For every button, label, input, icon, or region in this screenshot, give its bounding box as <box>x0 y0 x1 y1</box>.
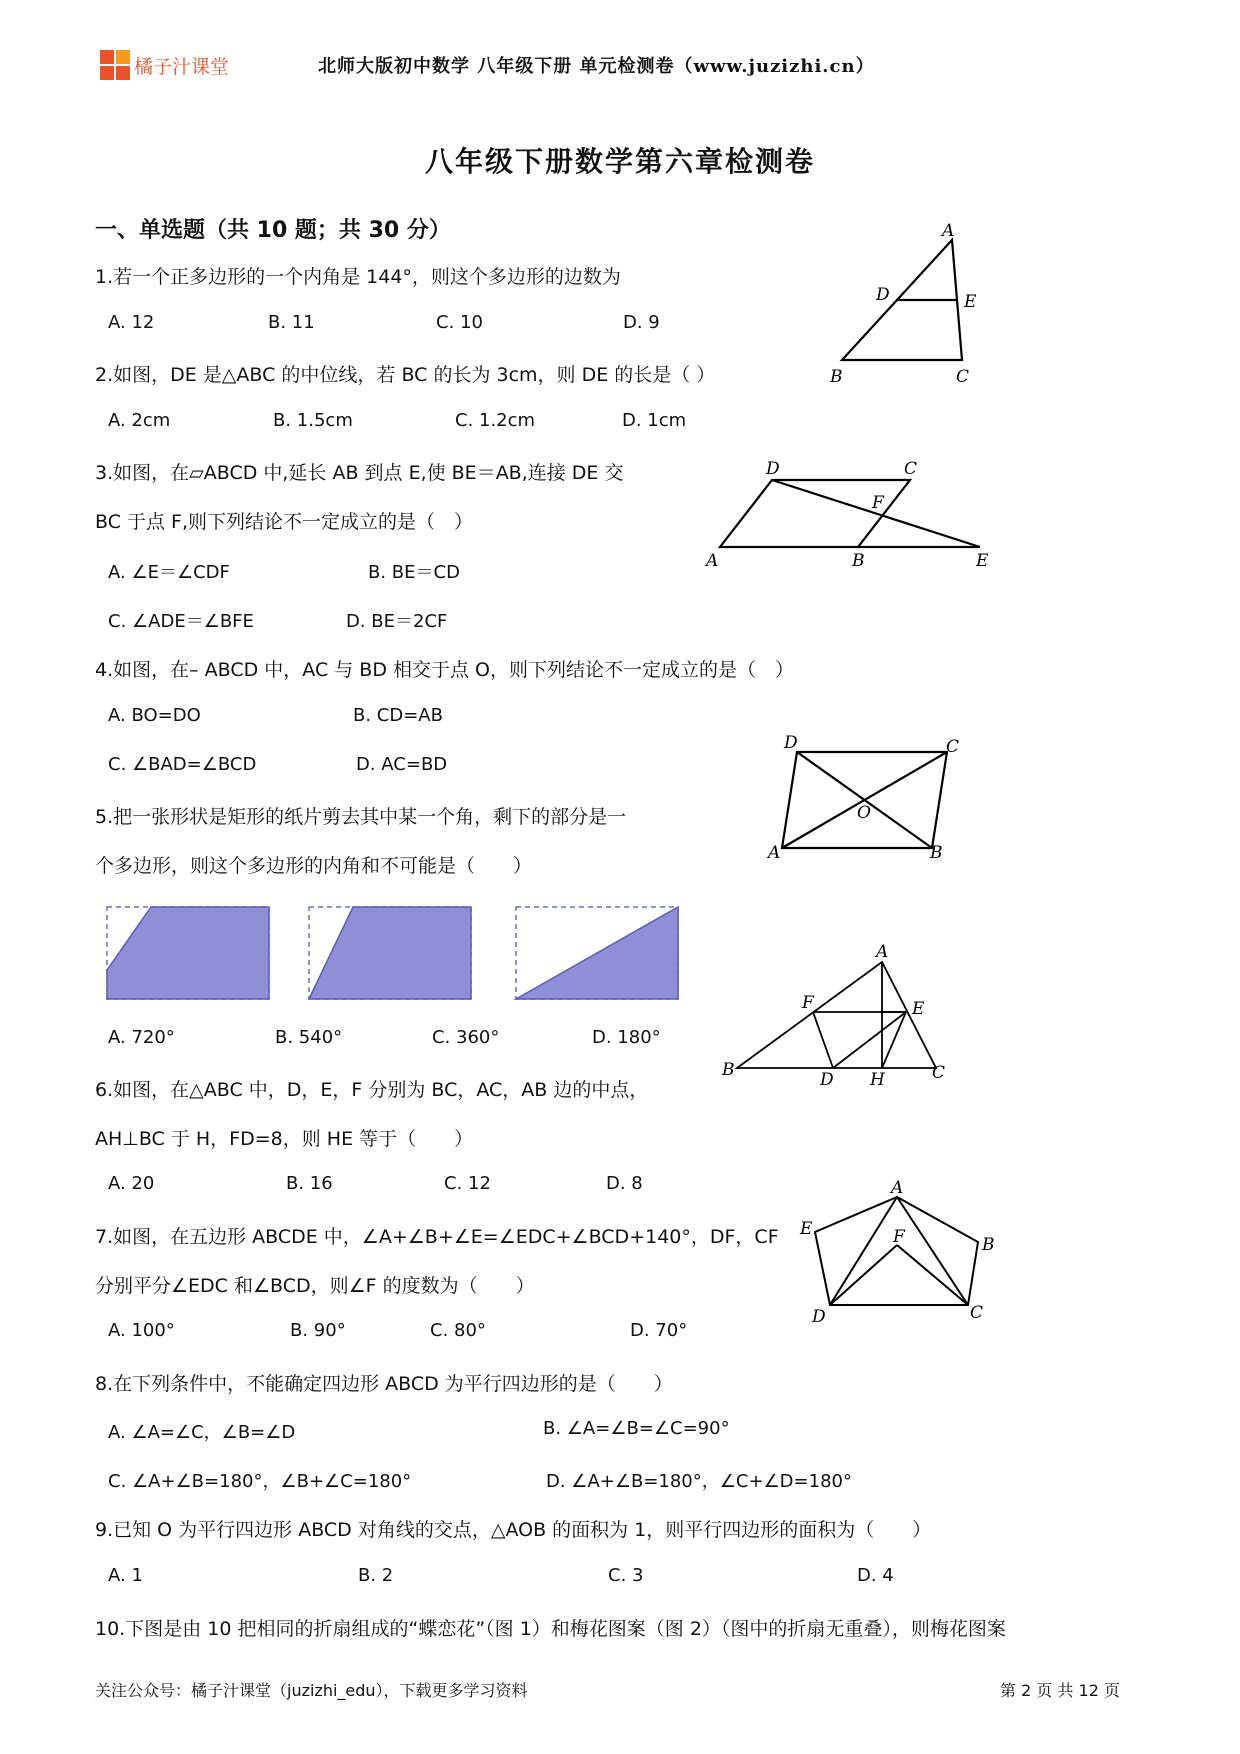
question-2-text: 2.如图，DE 是△ABC 的中位线，若 BC 的长为 3cm，则 DE 的长是（ ） <box>95 364 716 386</box>
question-3-text-line1: 3.如图，在▱ABCD 中,延长 AB 到点 E,使 BE＝AB,连接 DE 交 <box>95 462 624 484</box>
svg-text:C: C <box>970 1303 984 1323</box>
question-1-text: 1.若一个正多边形的一个内角是 144°，则这个多边形的边数为 <box>95 266 621 288</box>
question-4-text: 4.如图，在– ABCD 中，AC 与 BD 相交于点 O，则下列结论不一定成立的是（ ） <box>95 659 795 681</box>
svg-text:E: E <box>976 551 989 571</box>
svg-text:A: A <box>706 551 719 571</box>
label-d: D <box>876 285 890 305</box>
question-6-text-line1: 6.如图，在△ABC 中，D，E，F 分别为 BC，AC，AB 边的中点， <box>95 1079 649 1101</box>
q1-option-c: C. 10 <box>436 312 483 333</box>
header-title: 北师大版初中数学 八年级下册 单元检测卷（www.juzizhi.cn） <box>318 56 875 77</box>
label-e: E <box>964 292 977 312</box>
q4-option-d: D. AC=BD <box>356 754 448 775</box>
svg-text:D: D <box>766 459 780 479</box>
svg-text:D: D <box>812 1307 826 1327</box>
q6-option-a: A. 20 <box>108 1173 155 1194</box>
q9-option-c: C. 3 <box>608 1565 644 1586</box>
q1-option-b: B. 11 <box>268 312 315 333</box>
q3-option-d: D. BE＝2CF <box>346 611 448 632</box>
q9-option-b: B. 2 <box>358 1565 394 1586</box>
svg-text:O: O <box>857 803 871 823</box>
q2-option-c: C. 1.2cm <box>455 410 536 431</box>
svg-text:E: E <box>800 1219 813 1239</box>
label-c: C <box>956 367 970 387</box>
svg-text:A: A <box>891 1178 904 1198</box>
q3-labels <box>704 459 989 571</box>
q7-option-b: B. 90° <box>290 1320 346 1341</box>
section-title: 一、单选题（共 10 题；共 30 分） <box>95 218 451 243</box>
q7-option-c: C. 80° <box>430 1320 486 1341</box>
q2-triangle-figure <box>842 240 962 360</box>
svg-text:F: F <box>872 493 884 513</box>
q1-option-a: A. 12 <box>108 312 155 333</box>
svg-text:B: B <box>930 843 943 863</box>
label-a: A <box>942 221 955 241</box>
logo-text: 橘子汁课堂 <box>134 55 230 78</box>
svg-text:F: F <box>802 993 814 1013</box>
q7-option-d: D. 70° <box>630 1320 688 1341</box>
q6-triangle-figure <box>737 962 936 1068</box>
question-6-text-line2: AH⊥BC 于 H，FD=8，则 HE 等于（ ） <box>95 1128 474 1150</box>
question-8-text: 8.在下列条件中，不能确定四边形 ABCD 为平行四边形的是（ ） <box>95 1373 673 1395</box>
q8-option-b: B. ∠A=∠B=∠C=90° <box>543 1418 730 1439</box>
q1-option-d: D. 9 <box>623 312 660 333</box>
q6-option-d: D. 8 <box>606 1173 643 1194</box>
q4-option-c: C. ∠BAD=∠BCD <box>108 754 257 775</box>
question-10-text: 10.下图是由 10 把相同的折扇组成的“蝶恋花”（图 1）和梅花图案（图 2）（图中的折扇无重叠），则梅花图案 <box>95 1618 1006 1640</box>
svg-text:B: B <box>982 1235 995 1255</box>
q5-option-a: A. 720° <box>108 1027 175 1048</box>
svg-text:H: H <box>870 1070 885 1090</box>
svg-text:B: B <box>852 551 865 571</box>
question-3-text-line2: BC 于点 F,则下列结论不一定成立的是（ ） <box>95 511 474 533</box>
q5-option-b: B. 540° <box>275 1027 343 1048</box>
q8-option-c: C. ∠A+∠B=180°，∠B+∠C=180° <box>108 1471 412 1492</box>
svg-text:F: F <box>893 1227 905 1247</box>
svg-text:C: C <box>932 1063 946 1083</box>
q6-option-b: B. 16 <box>286 1173 333 1194</box>
question-5-text-line1: 5.把一张形状是矩形的纸片剪去其中某一个角，剩下的部分是一 <box>95 806 627 828</box>
svg-text:E: E <box>912 999 925 1019</box>
document-title: 八年级下册数学第六章检测卷 <box>424 145 815 178</box>
q8-option-d: D. ∠A+∠B=180°，∠C+∠D=180° <box>546 1471 852 1492</box>
svg-text:C: C <box>904 459 918 479</box>
svg-text:C: C <box>946 737 960 757</box>
q3-option-b: B. BE＝CD <box>368 562 460 583</box>
q9-option-d: D. 4 <box>857 1565 894 1586</box>
q2-option-a: A. 2cm <box>108 410 171 431</box>
svg-text:A: A <box>768 843 781 863</box>
svg-text:B: B <box>722 1060 735 1080</box>
question-5-text-line2: 个多边形，则这个多边形的内角和不可能是（ ） <box>95 855 533 877</box>
footer-note: 关注公众号：橘子汁课堂（juzizhi_edu），下载更多学习资料 <box>95 1681 528 1700</box>
question-7-text-line1: 7.如图，在五边形 ABCDE 中，∠A+∠B+∠E=∠EDC+∠BCD+140°，DF，CF <box>95 1226 779 1248</box>
svg-text:D: D <box>820 1070 834 1090</box>
q2-option-b: B. 1.5cm <box>273 410 353 431</box>
q8-option-a: A. ∠A=∠C，∠B=∠D <box>108 1422 296 1443</box>
svg-text:A: A <box>876 942 889 962</box>
q9-option-a: A. 1 <box>108 1565 143 1586</box>
svg-text:D: D <box>784 733 798 753</box>
q7-option-a: A. 100° <box>108 1320 175 1341</box>
question-7-text-line2: 分别平分∠EDC 和∠BCD，则∠F 的度数为（ ） <box>95 1275 535 1297</box>
q2-labels <box>829 221 977 387</box>
question-9-text: 9.已知 O 为平行四边形 ABCD 对角线的交点，△AOB 的面积为 1，则平行四边形的面积为（ ） <box>95 1519 932 1541</box>
q4-option-a: A. BO=DO <box>108 705 201 726</box>
q7-pentagon-figure <box>815 1197 978 1305</box>
page-number: 第 2 页 共 12 页 <box>1000 1681 1120 1700</box>
q3-option-c: C. ∠ADE＝∠BFE <box>108 611 254 632</box>
q4-parallelogram-figure <box>782 752 947 848</box>
q3-parallelogram-figure <box>720 480 980 547</box>
q3-option-a: A. ∠E＝∠CDF <box>108 562 230 583</box>
q5-option-c: C. 360° <box>432 1027 500 1048</box>
q5-option-d: D. 180° <box>592 1027 661 1048</box>
q4-option-b: B. CD=AB <box>353 705 443 726</box>
label-b: B <box>830 367 843 387</box>
q2-option-d: D. 1cm <box>622 410 687 431</box>
q6-option-c: C. 12 <box>444 1173 491 1194</box>
